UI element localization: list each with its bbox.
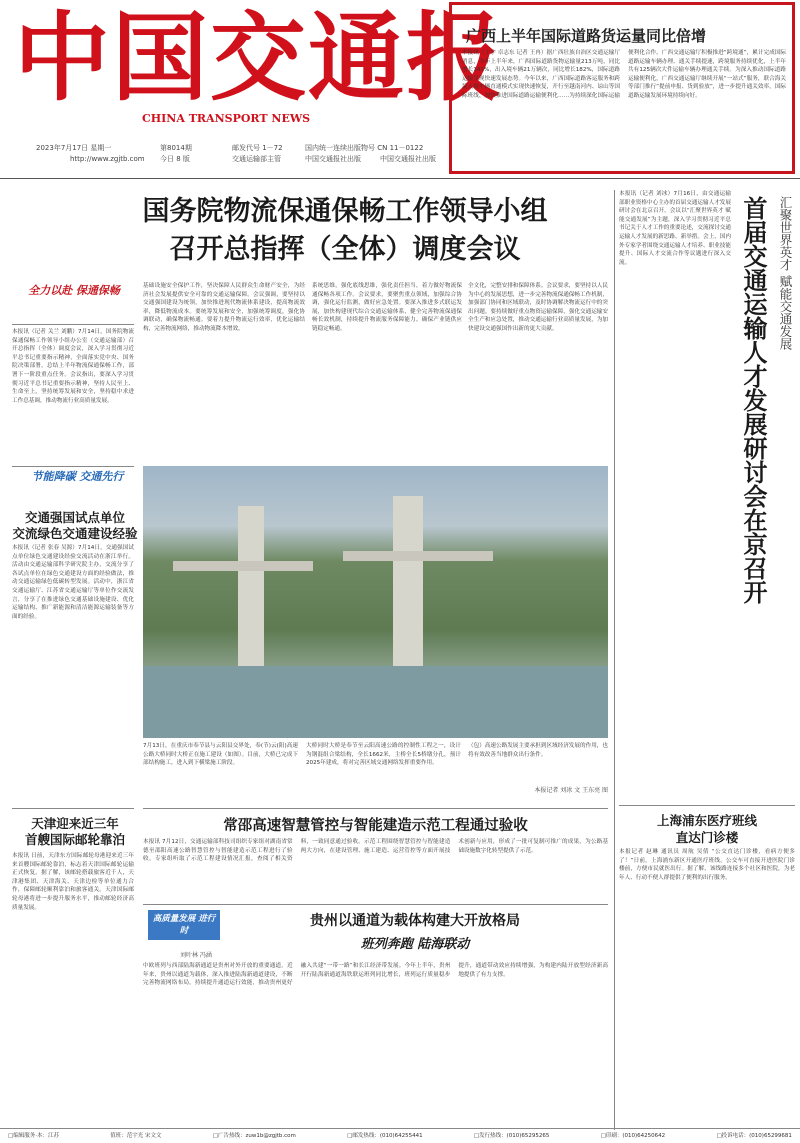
bottom-rule bbox=[143, 904, 608, 905]
left-feature-body2: 本报讯 日前，天津东方国际邮轮母港迎来近三年来首艘国际邮轮靠泊，标志着天津国际邮轮运输正式恢复。据了解，该邮轮搭载旅客近千人，天津港集团、天津海关、天津边检等单位通力合作，保障邮轮顺利靠泊和旅客通关。天津国际邮轮母港将进一步提升服务水平，推动邮轮经济高质量发展。 bbox=[12, 853, 134, 911]
footer-item: □印刷：(010)64250642 bbox=[600, 1133, 666, 1139]
main-story-tag: 全力以赴 保通保畅 bbox=[28, 284, 120, 297]
main-headline-line2: 召开总指挥（全体）调度会议 bbox=[169, 234, 521, 265]
main-story-col4: 全文化，完整安排和保障体系。会议要求，要坚持以人民为中心的发展思想，进一步完善物流保通保畅工作机制，加强部门协同和区域联动，及时协调解决物流运行中的突出问题。要持续做好重点物资运输保障，强化交通运输安全生产和应急处置，推动交通运输行业高质量发展，为加快建设交通强国作出新的更大贡献。 bbox=[468, 283, 608, 332]
bridge-deck-right bbox=[343, 551, 493, 561]
page-count: 今日 8 版 bbox=[160, 155, 190, 163]
website[interactable]: http://www.zgjtb.com bbox=[70, 155, 145, 163]
main-story-col1: 本报讯（记者 关兰 刘鹏）7月14日，国务院物流保通保畅工作领导小组办公室（交通运输部）召开总指挥（全体）调度会议，深入学习贯彻习近平总书记重要指示精神，全面落实党中央、国务院决策部署，总结上半年物流保通保畅工作，部署下一阶段重点任务。会议指出，要深入学习贯彻习近平总书记重要指示精神，坚持人民至上、生命至上，坚持统筹发展和安全，坚持稳中求进工作总基调，推动物流行业高质量发展。 bbox=[12, 329, 134, 404]
right-headline2: 直达门诊楼 bbox=[675, 830, 739, 845]
right-vertical-subtitle: 汇聚世界英才 赋能交通发展 bbox=[778, 196, 793, 350]
right-headline: 上海浦东医疗班线 bbox=[656, 813, 757, 828]
top-box-headline: 广西上半年国际道路货运量同比倍增 bbox=[466, 27, 707, 45]
bottom-subhead: 班列奔跑 陆海联动 bbox=[360, 937, 470, 952]
left-feature-headline3: 天津迎来近三年 bbox=[31, 816, 119, 831]
issue-date: 2023年7月17日 星期一 bbox=[36, 144, 112, 152]
top-box-body: 本报讯（王宇 卓志东 记者 王冉）据广西壮族自治区交通运输厅消息，今年上半年来，广西国际道路货物运输量213万吨，同比增长141%，出入境车辆21万辆次，同比增长182%，国际道路运输呈现快速发展态势。今年以来，广西国际道路客运服务和跨境入境车辆直通模式实现快速恢复，开行至越南河内、谅山等国际班线，加快推进国际道路运输便利化……为持续深化国际运输便利化合作，广西交通运输厅积极推进“跨境通”，累计完成国际道路运输车辆办理、通关手续提速，跨境服务持续优化，上半年共有125辆次大件运输车辆办理通关手续。为深入推动国际道路运输便利化，广西交通运输厅继续开展“一站式”服务，联合海关等部门推行“提前申报、货到验放”，进一步提升通关效率，国际道路运输发展环境持续向好。 bbox=[462, 50, 786, 99]
left-col-rule2 bbox=[12, 808, 134, 809]
bottom-feature-body: 中欧班列与西部陆海新通道是贵州对外开放的重要通道。近年来，贵州以通道为载体，深入推进陆海新通道建设，不断完善物流网络布局，持续提升通道运行效能，推动贵州更好融入共建“一带一路”和长江经济带发展。今年上半年，贵州开行陆海新通道海铁联运班列同比增长，班列运行质量稳步提升，通道带动效应持续增强，为构建内陆开放型经济新高地提供了有力支撑。 bbox=[143, 963, 608, 987]
footer-item: □广告热线：zuw1b@zgjtb.com bbox=[212, 1133, 296, 1139]
left-feature-headline4: 首艘国际邮轮靠泊 bbox=[24, 832, 125, 847]
photo-caption3: （包）高速公路发展主要承担到区域经济发展的作用，也将有效改善当地群众出行条件。 bbox=[468, 743, 608, 758]
right-story-body2: 本报记者 赵琳 通讯员 周航 吴倩 “公交直达门诊楼，看病方便多了！”日前，上海浦东新区开通医疗班线，公交车可直接开进医院门诊楼前，方便市民就医出行。据了解，该线路连接多个社区和医院，为老年人、行动不便人群提供了便利的出行服务。 bbox=[619, 849, 795, 881]
masthead-rule bbox=[0, 178, 800, 179]
bottom-byline: 刘叶林 冯涵 bbox=[180, 952, 212, 959]
left-feature-body: 本报讯（记者 张春 吴源）7月14日，交通强国试点单位绿色交通建设经验交流活动在浙江举行。活动由交通运输部科学研究院主办，交流分享了各试点单位在绿色交通建设方面的经验做法，推动交通运输绿色低碳转型发展。活动中，浙江省交通运输厅、江苏省交通运输厅等单位作交流发言，分享了在推进绿色交通基础设施建设、优化运输结构、推广新能源和清洁能源运输装备等方面的经验。 bbox=[12, 545, 134, 620]
left-feature-headline2: 交流绿色交通建设经验 bbox=[12, 526, 138, 541]
photo-caption2: 大桥同时大桥是奉节至云阳高速公路的控制性工程之一，设计为钢混组合梁结构，全长1662米，主桥全长5桥墩分孔，预计2025年建成，将对完善区域交通网络发挥重要作用。 bbox=[306, 743, 461, 767]
left-feature-headline1: 交通强国试点单位 bbox=[24, 510, 125, 525]
right-story-body: 本报讯（记者 刘冰）7月16日，由交通运输部职业资格中心主办的首届交通运输人才发展研讨会在北京召开。会议以“汇聚世界英才 赋能交通发展”为主题，深入学习贯彻习近平总书记关于人才工作的重要论述，交流探讨交通运输人才发展的新思路、新举措。会上，国内外专家学者围绕交通运输人才培养、职业技能提升、国际人才交流合作等议题进行深入交流。 bbox=[619, 191, 731, 266]
masthead-english: CHINA TRANSPORT NEWS bbox=[142, 112, 311, 125]
masthead-title: 中国交通报 bbox=[14, 1, 504, 114]
left-feature-tag: 节能降碳 交通先行 bbox=[31, 470, 124, 483]
bottom-feature-tag: 高质量发展 进行时 bbox=[148, 910, 220, 940]
top-news-box bbox=[449, 2, 795, 174]
footer-item: □编辑服务·本：江苏 bbox=[8, 1133, 59, 1139]
cn-number: 国内统一连续出版物号 CN 11－0122 bbox=[305, 144, 424, 152]
footer-rule bbox=[0, 1128, 800, 1129]
mid-headline: 常邵高速智慧管控与智能建造示范工程通过验收 bbox=[223, 818, 528, 834]
bridge-deck-left bbox=[173, 561, 313, 571]
footer-item: □投诉电话：(010)65299681 bbox=[716, 1133, 792, 1139]
footer-item: □发行热线：(010)65295265 bbox=[473, 1133, 550, 1139]
printer: 中国交通报社出版 bbox=[380, 155, 436, 163]
river bbox=[143, 666, 608, 738]
mid-rule bbox=[143, 808, 608, 809]
bridge-photo bbox=[143, 466, 608, 738]
bottom-headline: 贵州以通道为载体构建大开放格局 bbox=[310, 913, 520, 929]
issue-number: 第8014期 bbox=[160, 144, 192, 152]
footer bbox=[8, 1131, 792, 1141]
main-headline-line1: 国务院物流保通保畅工作领导小组 bbox=[142, 196, 548, 227]
main-tag-rule bbox=[12, 324, 134, 325]
publisher: 中国交通报社出版 bbox=[305, 155, 361, 163]
photo-credit: 本报记者 刘冰 文 王东亮 图 bbox=[534, 787, 608, 794]
right-story-body-cont bbox=[738, 720, 794, 802]
main-story-col3: 系统思维，强化底线思维，强化责任担当，着力做好物流保通保畅各项工作。会议要求，要聚焦重点领域，加强综合协调，强化运行监测，做好应急处置。要深入推进多式联运发展，加快构建现代综合交通运输体系，健全完善物流保通保畅长效机制，持续提升物流服务保障能力，确保产业链供应链稳定畅通。 bbox=[312, 283, 462, 332]
photo-caption1: 7月13日，在重庆市奉节县与云阳县交界处，奉(节)云(阳)高速公路大桥同时大桥正在施工建设（如图）。目前，大桥已完成下部结构施工，进入到下横梁施工阶段。 bbox=[143, 743, 298, 767]
postal-code: 邮发代号 1－72 bbox=[232, 144, 283, 152]
right-col-rule2 bbox=[619, 805, 795, 806]
footer-item: 值班：范宇光 宋文文 bbox=[110, 1133, 162, 1139]
main-story-col2: 基础设施安全保护工作，坚决保障人民群众生命财产安全，为经济社会发展提供安全可靠的交通运输保障。会议强调，要坚持以交通强国建设为统领，加快推进现代物流体系建设，提高物流效率，降低物流成本。要统筹发展和安全，加强统筹调度，强化协调联动，确保物流畅通。要着力提升物流运行效率，优化运输结构，完善物流网络，推动物流降本增效。 bbox=[143, 283, 305, 332]
right-col-rule bbox=[614, 190, 615, 1130]
left-col-rule bbox=[12, 466, 134, 467]
sponsor: 交通运输部主管 bbox=[232, 155, 281, 163]
mid-story-body: 本报讯 7月12日，交通运输部科技司组织专家组对湖南省常德至邵阳高速公路智慧管控与智能建造示范工程进行了验收。专家组听取了示范工程建设情况汇报，查阅了相关资料，一致同意通过验收。示范工程围绕智慧管控与智能建造两大方向，在建设管理、施工建造、运营管控等方面开展技术创新与应用，形成了一批可复制可推广的成果，为公路基础设施数字化转型提供了示范。 bbox=[143, 839, 608, 863]
footer-item: □邮发热线：(010)64255441 bbox=[347, 1133, 423, 1139]
right-vertical-title: 首届交通运输人才发展研讨会在京召开 bbox=[739, 196, 767, 604]
